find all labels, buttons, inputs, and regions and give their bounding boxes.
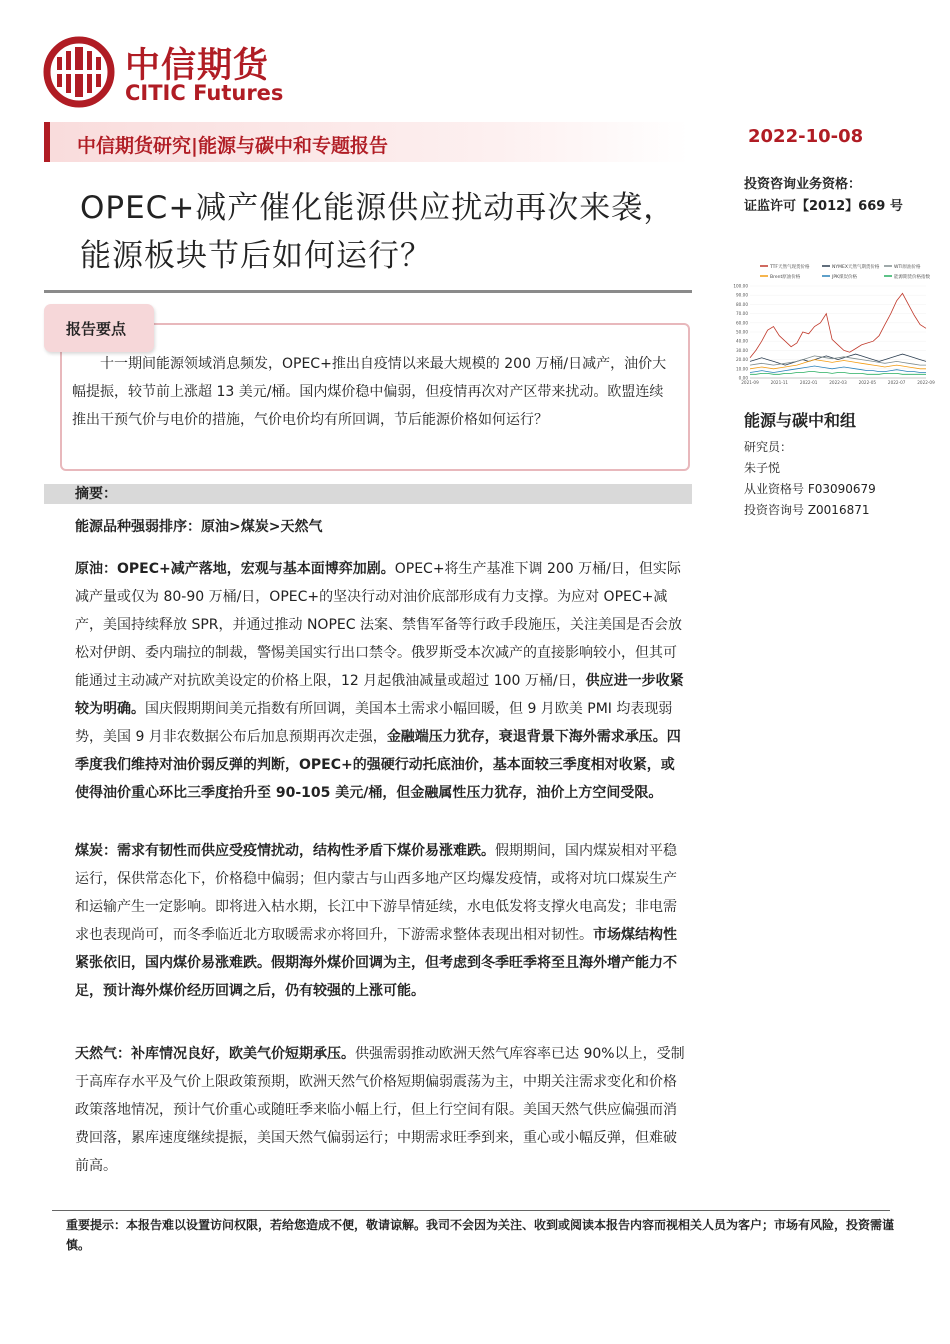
legend-label: Brent原油价格 [770,275,801,280]
legend-label: NYMEX天然气期货价格 [832,265,880,270]
report-date: 2022-10-08 [748,126,864,147]
analyst-cert-practice: 从业资格号 F03090679 [744,482,876,496]
x-tick-label: 2021-11 [770,380,789,385]
qualification [744,174,903,218]
gas-paragraph [75,1040,687,1180]
research-group: 能源与碳中和组 [744,411,857,430]
coal-heading: 煤炭：需求有韧性而供应受疫情扰动，结构性矛盾下煤价易涨难跌。 [75,843,495,859]
key-points-text: 十一期间能源领域消息频发，OPEC+推出自疫情以来最大规模的 200 万桶/日减产，油价大幅提振，较节前上涨超 13 美元/桶。国内煤价稳中偏弱，但疫情再次对产区带来扰动。欧盟连续推出干预气价与电价的措施，气价电价均有所回调，节后能源价格如何运行？ [72,356,667,428]
oil-bold-2: 供应进一步收紧较为明确。 [75,673,684,717]
x-tick-label: 2022-01 [799,380,818,385]
coal-paragraph [75,837,687,1005]
x-tick-label: 2022-05 [858,380,877,385]
y-tick-label: 50.00 [736,329,748,335]
x-tick-label: 2021-09 [741,380,759,385]
legend-label: JPK煤炭价格 [832,275,857,280]
x-tick-label: 2022-07 [887,380,906,385]
qualification-line-1: 投资咨询业务资格： [744,177,862,192]
y-tick-label: 80.00 [736,301,748,307]
x-tick-label: 2022-09 [917,380,935,385]
y-tick-label: 90.00 [736,292,748,298]
analyst-name: 朱子悦 [744,461,781,475]
footer-notice: 重要提示：本报告难以设置访问权限，若给您造成不便，敬请谅解。我司不会因为关注、收到或阅读本报告内容而视相关人员为客户；市场有风险，投资需谨慎。 [66,1218,895,1252]
summary-label: 摘要： [75,486,117,502]
oil-text-1: OPEC+将生产基准下调 200 万桶/日，但实际减产量或仅为 80-90 万桶/日，OPEC+的坚决行动对油价底部形成有力支撑。为应对 OPEC+减产，美国持续释放 SPR，并通过推动 NOPEC 法案、禁售军备等行政手段施压，关注美国是否会放松对伊朗、委内瑞拉的制裁，警惕美国实行出口禁令。俄罗斯受本次减产的直接影响较小，但其可能通过主动减产对抗欧美设定的价格上限，12 月起俄油减量或超过 100 万桶/日， [75,561,682,689]
report-title: OPEC+减产催化能源供应扰动再次来袭，能源板块节后如何运行？ [80,190,676,274]
brand-name-en: CITIC Futures [125,81,284,105]
analyst-info [744,437,876,521]
y-tick-label: 60.00 [736,320,748,326]
oil-text-2: 国庆假期期间美元指数有所回调，美国本土需求小幅回暖，但 9 月欧美 PMI 均表现弱势，美国 9 月非农数据公布后加息预期再次走强， [75,701,673,745]
y-tick-label: 20.00 [736,357,748,363]
title-divider [44,290,692,293]
ranking-paragraph [75,513,687,541]
analyst-cert-advisory: 投资咨询号 Z0016871 [744,503,870,517]
qualification-line-2: 证监许可【2012】669 号 [744,199,903,214]
y-tick-label: 30.00 [736,347,748,353]
y-tick-label: 100.00 [733,283,748,289]
gas-text-1: 供强需弱推动欧洲天然气库容率已达 90%以上，受制于高库存水平及气价上限政策预期，欧洲天然气价格短期偏弱震荡为主，中期关注需求变化和价格政策落地情况，预计气价重心或随旺季来临小幅上行，但上行空间有限。美国天然气供应偏强而消费回落，累库速度继续提振，美国天然气偏弱运行；中期需求旺季到来，重心或小幅反弹，但难破前高。 [75,1046,685,1174]
ranking-text: 能源品种强弱排序：原油>煤炭>天然气 [75,519,323,535]
oil-heading: 原油：OPEC+减产落地，宏观与基本面博弈加剧。 [75,561,395,577]
energy-price-chart [730,260,935,388]
y-tick-label: 70.00 [736,311,748,317]
legend-label: WTI原油价格 [894,265,921,270]
y-tick-label: 0.00 [738,375,748,381]
analyst-label: 研究员： [744,440,793,454]
coal-bold-2: 市场煤结构性紧张依旧，国内煤价易涨难跌。假期海外煤价回调为主，但考虑到冬季旺季将至且海外增产能力不足，预计海外煤价经历回调之后，仍有较强的上涨可能。 [75,927,677,999]
legend-label: 能源期货价格指数 [894,275,930,280]
footer-divider [52,1210,890,1211]
legend-label: TTF天然气现货价格 [770,265,810,270]
citic-logo-icon [44,37,114,107]
series-line [750,360,926,369]
brand-name-cn: 中信期货 [125,46,270,86]
gas-heading: 天然气：补库情况良好，欧美气价短期承压。 [75,1046,355,1062]
coal-text-1: 假期期间，国内煤炭相对平稳运行，保供常态化下，价格稳中偏弱；但内蒙古与山西多地产区均爆发疫情，或将对坑口煤炭生产和运输产生一定影响。即将进入枯水期，长江中下游旱情延续，水电低发将支撑火电高发；非电需求也表现尚可，而冬季临近北方取暖需求亦将回升，下游需求整体表现出相对韧性。 [75,843,677,943]
oil-bold-3: 金融端压力犹存，衰退背景下海外需求承压。四季度我们维持对油价弱反弹的判断，OPEC+的强硬行动托底油价，基本面较三季度相对收紧，或使得油价重心环比三季度抬升至 90-105 美元/桶，但金融属性压力犹存，油价上方空间受限。 [75,729,681,801]
y-tick-label: 10.00 [736,366,748,372]
report-series: 中信期货研究|能源与碳中和专题报告 [77,135,388,157]
summary-bar [44,484,692,504]
key-points-label: 报告要点 [66,320,127,338]
series-line [750,293,926,357]
x-tick-label: 2022-03 [829,380,847,385]
oil-paragraph [75,555,687,807]
y-tick-label: 40.00 [736,338,748,344]
series-line [750,356,926,365]
series-line [750,366,926,373]
